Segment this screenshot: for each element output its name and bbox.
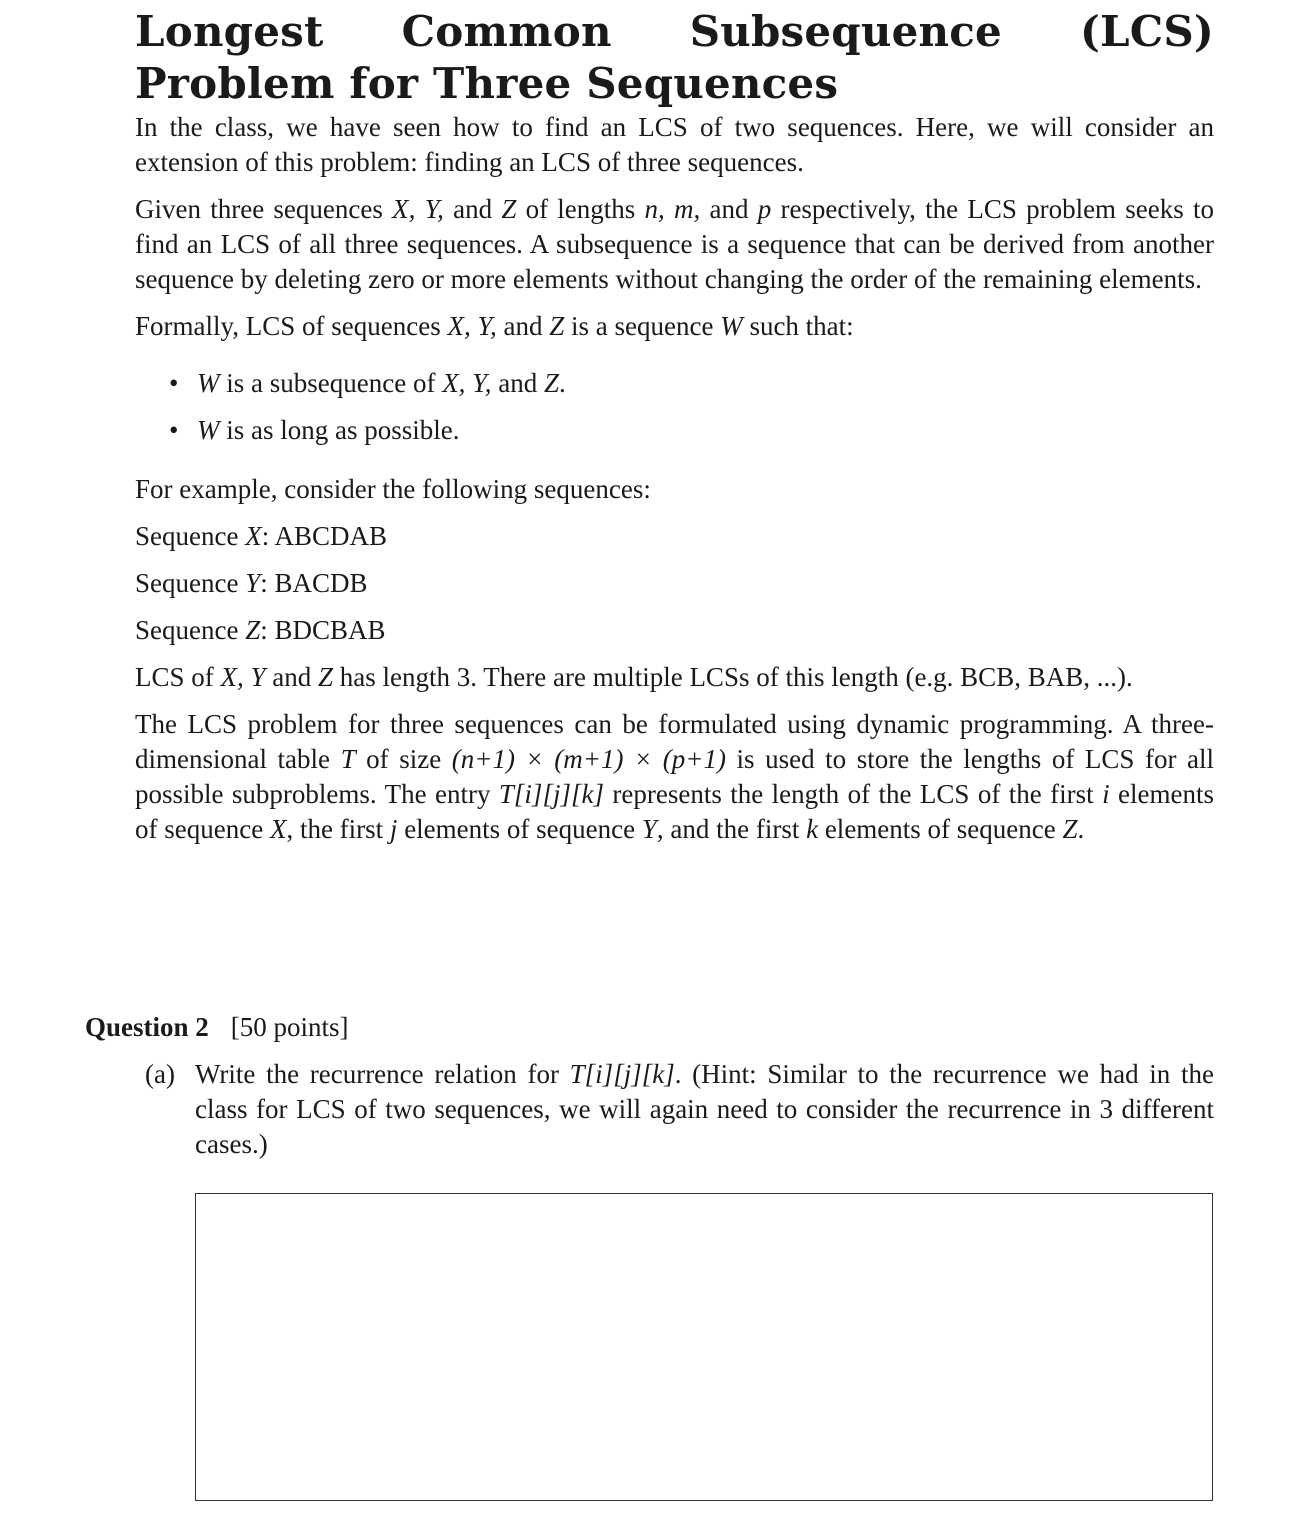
dp-paragraph: The LCS problem for three sequences can be formulated using dynamic programming. A three-dimensional table T of size (n+1) × (m+1) × (p+1) is used to store the lengths of LCS for all possible subproblems. The entry T[i][j][k] represents the length of the LCS of the first i elements of sequence X, the first j elements of sequence Y, and the first k elements of sequence Z. <box>135 709 1214 844</box>
question-part-a: (a) Write the recurrence relation for T[i][j][k]. (Hint: Similar to the recurrence we had in the class for LCS of two sequences, we will again need to consider the recurrence in 3 different cases.) <box>145 1059 1214 1159</box>
bullet-icon: • <box>169 368 179 398</box>
list-item: • W is a subsequence of X, Y, and Z. <box>135 366 1214 401</box>
sequence-y: Sequence Y: BACDB <box>135 568 368 598</box>
example-intro: For example, consider the following sequences: <box>135 474 651 504</box>
page-title: Longest Common Subsequence (LCS) Problem for Three Sequences <box>135 7 1214 108</box>
formal-definition-paragraph: Formally, LCS of sequences X, Y, and Z is a sequence W such that: <box>135 311 854 341</box>
bullet-icon: • <box>169 415 179 445</box>
sequence-x: Sequence X: ABCDAB <box>135 521 387 551</box>
question-points: [50 points] <box>230 1012 349 1042</box>
list-item: • W is as long as possible. <box>135 413 1214 448</box>
given-paragraph: Given three sequences X, Y, and Z of lengths n, m, and p respectively, the LCS problem seeks to find an LCS of all three sequences. A subsequence is a sequence that can be derived from another sequence by deleting zero or more elements without changing the order of the remaining elements. <box>135 194 1215 294</box>
definition-list <box>135 366 1214 448</box>
part-letter: (a) <box>145 1059 175 1089</box>
question-header <box>85 1010 1214 1045</box>
intro-paragraph: In the class, we have seen how to find an LCS of two sequences. Here, we will consider an extension of this problem: finding an LCS of three sequences. <box>135 112 1214 177</box>
sequence-z: Sequence Z: BDCBAB <box>135 615 386 645</box>
question-block <box>85 1010 1214 1162</box>
lcs-result-paragraph: LCS of X, Y and Z has length 3. There are multiple LCSs of this length (e.g. BCB, BAB, ...). <box>135 662 1133 692</box>
question-label: Question 2 <box>85 1012 209 1042</box>
answer-box[interactable] <box>195 1193 1213 1501</box>
